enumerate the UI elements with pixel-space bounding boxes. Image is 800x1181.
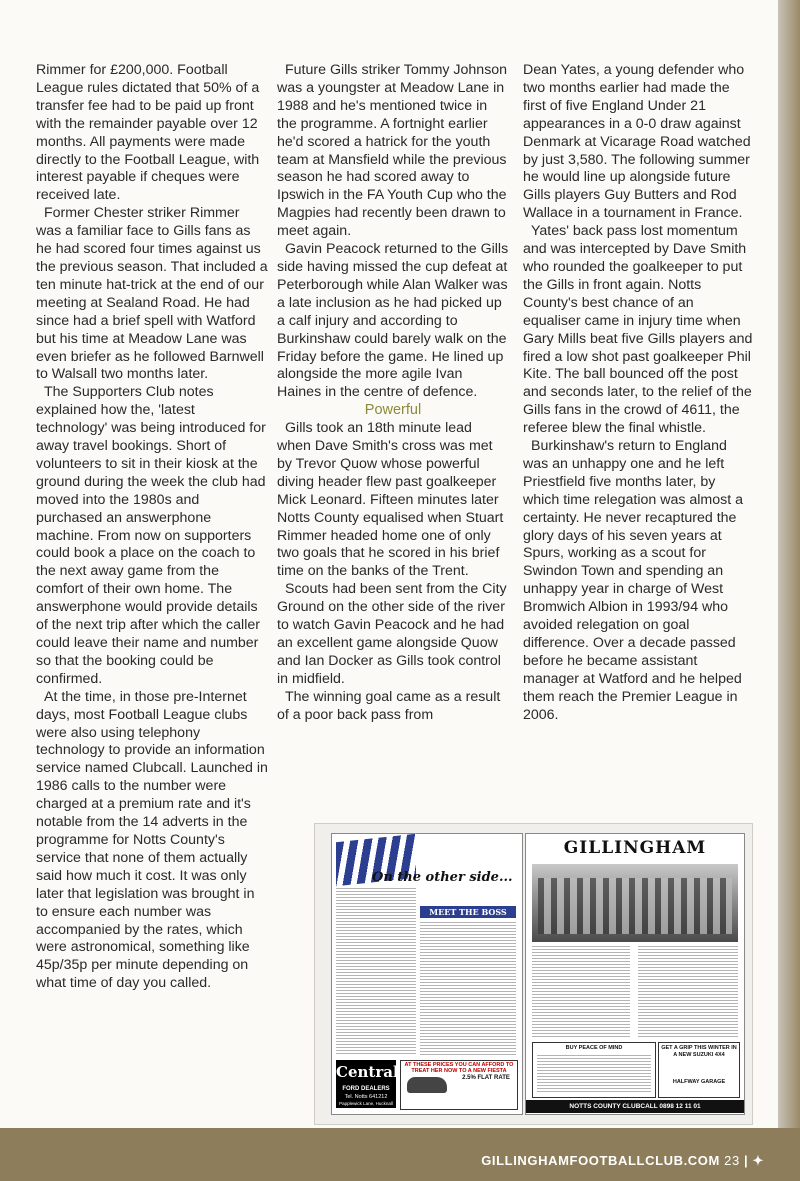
- column-2: [277, 62, 509, 725]
- other-side-heading: On the other side...: [372, 870, 513, 885]
- central-ford-ad: [336, 1060, 399, 1108]
- fiesta-ad-rate: 2.5% FLAT RATE: [462, 1075, 510, 1081]
- page-edge: [778, 0, 800, 1128]
- central-ad-line: Tel. Notts 641212: [344, 1094, 388, 1100]
- paragraph: Former Chester striker Rimmer was a familiar face to Gills fans as he had scored four times against us the previous season. That included a ten minute hat-trick at the end of our meeting at Sealand Road. He had since had a brief spell with Watford but his time at Meadow Lane was even briefer as he followed Barnwell to Walsall two months later.: [36, 205, 268, 383]
- halfway-garage: HALFWAY GARAGE: [672, 1079, 726, 1085]
- programme-text-block: [532, 946, 630, 1038]
- fiesta-ad: [400, 1060, 518, 1110]
- team-photo-players: [538, 878, 732, 934]
- column-1: [36, 62, 268, 993]
- paragraph: The Supporters Club notes explained how the, 'latest technology' was being introduced for away travel bookings. Short of volunteers to sit in their kiosk at the ground during the week the club had moved into the 1980s and purchased an answerphone machine. From now on supporters could book a place on the coach to the next away game from the comfort of their own home. The answerphone would provide details of the next trip after which the caller could leave their name and number so that the booking could be confirmed.: [36, 384, 266, 687]
- paragraph: Scouts had been sent from the City Ground on the other side of the river to watch Gavin Peacock and he had an excellent game alongside Quow and Ian Docker as Gills took control in midfield.: [277, 581, 507, 687]
- paragraph: The winning goal came as a result of a poor back pass from: [277, 688, 501, 723]
- buy-peace-heading: BUY PEACE OF MIND: [565, 1045, 623, 1051]
- paragraph: Rimmer for £200,000. Football League rules dictated that 50% of a transfer fee had to be paid up front with the remainder payable over 12 months. All payments were made directly to the Football League, with interest payable if cheques were received late.: [36, 62, 260, 204]
- gillingham-heading: GILLINGHAM: [563, 838, 707, 858]
- meet-the-boss-heading: MEET THE BOSS: [420, 906, 516, 918]
- paragraph: Burkinshaw's return to England was an unhappy one and he left Priestfield five months later, by which time relegation was almost a certainty. He never recaptured the glory days of his seven years at Spurs, working as a scout for Swindon Town and spending an unhappy year in charge of West Bromwich Albion in 1993/94 who avoided relegation on goal difference. Over a decade passed before he became assistant manager at Watford and he helped them reach the Premier League in 2006.: [523, 438, 744, 723]
- programme-image: [314, 823, 753, 1125]
- suzuki-heading: GET A GRIP THIS WINTER IN A NEW SUZUKI 4X4: [661, 1045, 737, 1058]
- fiesta-ad-heading: AT THESE PRICES YOU CAN AFFORD TO TREAT HER NOW TO A NEW FIESTA: [404, 1062, 514, 1074]
- central-logo: Central: [336, 1063, 399, 1081]
- paragraph: At the time, in those pre-Internet days, most Football League clubs were also using telephony technology to provide an information service named Clubcall. Launched in 1986 calls to the number were charged at a premium rate and it's notable from the 14 adverts in the programme for Notts County's service that none of them actually said how much it cost. It was only later that legislation was brought in to ensure each number was accompanied by the rates, which were astronomical, something like 45p/35p per minute depending on what time of day you called.: [36, 688, 268, 992]
- programme-text-block: [420, 922, 516, 1056]
- column-3: [523, 62, 755, 725]
- paragraph: Yates' back pass lost momentum and was intercepted by Dave Smith who rounded the goalkeeper to put the Gills in front again. Notts County's best chance of an equaliser came in injury time when Gary Mills beat five Gills players and fired a low shot past goalkeeper Phil Kite. The ball bounced off the post and seconds later, to the relief of the Gills fans in the crowd of 4611, the referee blew the final whistle.: [523, 223, 753, 437]
- programme-text-block: [537, 1055, 651, 1093]
- footer-site: GILLINGHAMFOOTBALLCLUB.COM: [481, 1153, 720, 1168]
- paragraph: Dean Yates, a young defender who two months earlier had made the first of five England Under 21 appearances in a 0-0 draw against Denmark at Vicarage Road watched by just 3,580. The following summer he would line up alongside future Gills players Guy Butters and Rod Wallace in a tournament in France.: [523, 62, 751, 222]
- page-number: 23: [724, 1153, 740, 1168]
- programme-right-page: [525, 833, 745, 1115]
- footer: [481, 1153, 764, 1169]
- section-subheading: Powerful: [364, 402, 422, 419]
- buy-peace-ad: [532, 1042, 656, 1098]
- club-crest-icon: | ✦: [744, 1153, 764, 1168]
- central-ad-line: FORD DEALERS: [342, 1086, 390, 1092]
- central-ad-line: Papplewick Lane, Hucknall: [339, 1101, 393, 1106]
- programme-text-block: [336, 888, 416, 1056]
- car-graphic: [407, 1077, 447, 1093]
- programme-left-page: [331, 833, 523, 1115]
- paragraph: Gavin Peacock returned to the Gills side having missed the cup defeat at Peterborough while Alan Walker was a late inclusion as he had picked up a calf injury and according to Burkinshaw could barely walk on the Friday before the game. He lined up alongside the more agile Ivan Haines in the centre of defence.: [277, 241, 509, 401]
- suzuki-ad: [658, 1042, 740, 1098]
- paragraph: Gills took an 18th minute lead when Dave Smith's cross was met by Trevor Quow whose powerful diving header flew past goalkeeper Mick Leonard. Fifteen minutes later Notts County equalised when Stuart Rimmer headed home one of only two goals that he scored in his brief time on the banks of the Trent.: [277, 420, 504, 580]
- programme-text-block: [638, 946, 738, 1038]
- clubcall-banner: NOTTS COUNTY CLUBCALL 0898 12 11 01: [526, 1100, 744, 1113]
- paragraph: Future Gills striker Tommy Johnson was a youngster at Meadow Lane in 1988 and he's mentioned twice in the programme. A fortnight earlier he'd scored a hatrick for the youth team at Mansfield while the previous season he had scored away to Ipswich in the FA Youth Cup who the Magpies had recently been drawn to meet again.: [277, 62, 508, 240]
